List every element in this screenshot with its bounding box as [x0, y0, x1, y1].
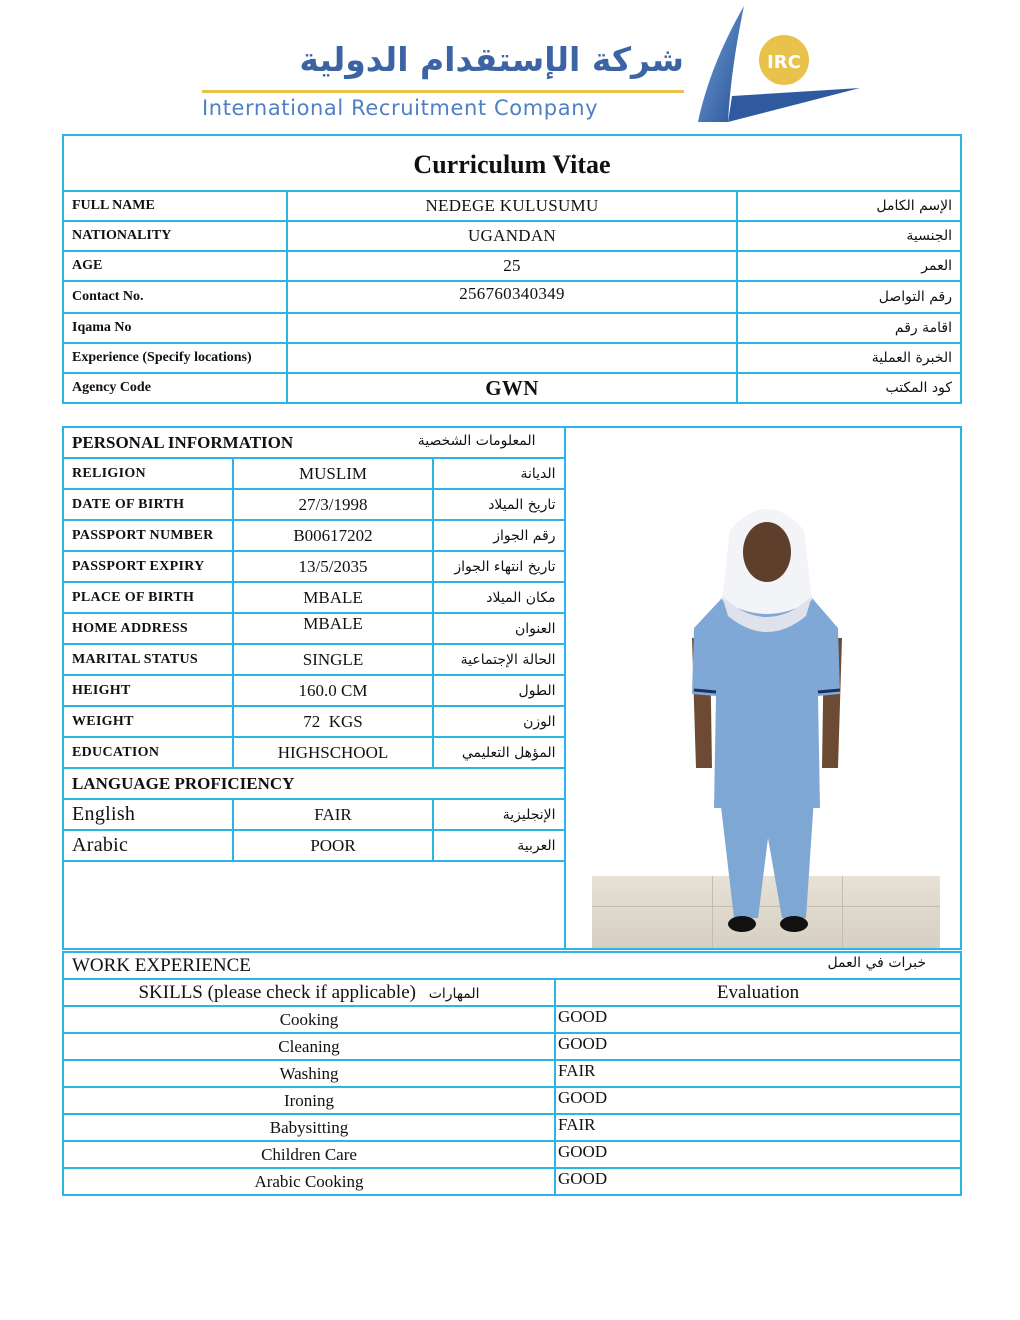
work-experience-header	[63, 952, 961, 979]
work-experience-title-arabic: خبرات في العمل	[827, 954, 926, 971]
personal-info-title: PERSONAL INFORMATION	[72, 432, 294, 452]
row-contact	[63, 281, 961, 313]
iqama-value	[287, 313, 737, 343]
table-row	[63, 1141, 961, 1168]
skill-name: Cleaning	[63, 1033, 555, 1060]
skill-name: Arabic Cooking	[63, 1168, 555, 1195]
passport-expiry-label: PASSPORT EXPIRY	[63, 551, 233, 582]
cv-summary-table	[62, 134, 962, 404]
skill-name: Babysitting	[63, 1114, 555, 1141]
weight-arabic: الوزن	[433, 706, 564, 737]
skill-name: Ironing	[63, 1087, 555, 1114]
home-address-arabic: العنوان	[433, 613, 564, 644]
nationality-label: NATIONALITY	[63, 221, 287, 251]
iqama-label: Iqama No	[63, 313, 287, 343]
experience-label: Experience (Specify locations)	[63, 343, 287, 373]
weight-value: 72 KGS	[233, 706, 433, 737]
skill-evaluation: GOOD	[555, 1168, 961, 1195]
place-of-birth-label: PLACE OF BIRTH	[63, 582, 233, 613]
company-logo	[196, 4, 866, 130]
place-of-birth-value: MBALE	[233, 582, 433, 613]
experience-value	[287, 343, 737, 373]
place-of-birth-arabic: مكان الميلاد	[433, 582, 564, 613]
dob-label: DATE OF BIRTH	[63, 489, 233, 520]
height-arabic: الطول	[433, 675, 564, 706]
company-name-english: International Recruitment Company	[202, 96, 599, 120]
marital-status-arabic: الحالة الإجتماعية	[433, 644, 564, 675]
contact-arabic: رقم التواصل	[737, 281, 961, 313]
full-name-value: NEDEGE KULUSUMU	[287, 191, 737, 221]
passport-number-value: B00617202	[233, 520, 433, 551]
passport-number-label: PASSPORT NUMBER	[63, 520, 233, 551]
education-value: HIGHSCHOOL	[233, 737, 433, 768]
skills-header	[63, 979, 555, 1006]
nationality-arabic: الجنسية	[737, 221, 961, 251]
language-arabic-label: Arabic	[63, 830, 233, 861]
candidate-photo	[592, 478, 940, 948]
work-experience-table	[62, 951, 962, 1196]
passport-number-arabic: رقم الجواز	[433, 520, 564, 551]
logo-badge: IRC	[767, 52, 801, 73]
page-title: Curriculum Vitae	[63, 135, 961, 191]
full-name-label: FULL NAME	[63, 191, 287, 221]
sail-logo-icon	[692, 4, 862, 128]
religion-value: MUSLIM	[233, 458, 433, 489]
empty-cell	[63, 861, 565, 949]
row-experience	[63, 343, 961, 373]
experience-arabic: الخبرة العملية	[737, 343, 961, 373]
nationality-value: UGANDAN	[287, 221, 737, 251]
row-agency-code	[63, 373, 961, 403]
skill-evaluation: GOOD	[555, 1033, 961, 1060]
home-address-value: MBALE	[233, 613, 433, 644]
personal-info-header	[63, 427, 565, 458]
language-english-label: English	[63, 799, 233, 830]
skills-header-arabic: المهارات	[428, 985, 480, 1002]
dob-arabic: تاريخ الميلاد	[433, 489, 564, 520]
marital-status-label: MARITAL STATUS	[63, 644, 233, 675]
home-address-label: HOME ADDRESS	[63, 613, 233, 644]
agency-code-arabic: كود المكتب	[737, 373, 961, 403]
agency-code-value: GWN	[287, 373, 737, 403]
language-arabic-arabic: العربية	[433, 830, 564, 861]
skill-name: Cooking	[63, 1006, 555, 1033]
weight-label: WEIGHT	[63, 706, 233, 737]
personal-info-title-arabic: المعلومات الشخصية	[417, 432, 536, 449]
table-row	[63, 1168, 961, 1195]
skill-evaluation: FAIR	[555, 1060, 961, 1087]
personal-info-table	[62, 426, 962, 950]
language-english-value: FAIR	[233, 799, 433, 830]
skill-evaluation: GOOD	[555, 1087, 961, 1114]
education-label: EDUCATION	[63, 737, 233, 768]
row-nationality	[63, 221, 961, 251]
language-english-arabic: الإنجليزية	[433, 799, 564, 830]
logo-gold-bar	[202, 90, 684, 93]
marital-status-value: SINGLE	[233, 644, 433, 675]
age-arabic: العمر	[737, 251, 961, 281]
skill-evaluation: FAIR	[555, 1114, 961, 1141]
skill-evaluation: GOOD	[555, 1006, 961, 1033]
person-figure-icon	[592, 478, 940, 948]
height-label: HEIGHT	[63, 675, 233, 706]
row-skills-header	[63, 979, 961, 1006]
education-arabic: المؤهل التعليمي	[433, 737, 564, 768]
work-experience-title: WORK EXPERIENCE	[72, 954, 251, 976]
table-row	[63, 1060, 961, 1087]
skill-evaluation: GOOD	[555, 1141, 961, 1168]
language-arabic-value: POOR	[233, 830, 433, 861]
dob-value: 27/3/1998	[233, 489, 433, 520]
company-name-arabic: شركة الإستقدام الدولية	[299, 40, 684, 79]
full-name-arabic: الإسم الكامل	[737, 191, 961, 221]
height-value: 160.0 CM	[233, 675, 433, 706]
photo-cell	[565, 427, 961, 949]
contact-label: Contact No.	[63, 281, 287, 313]
table-row	[63, 1087, 961, 1114]
age-value: 25	[287, 251, 737, 281]
table-row	[63, 1006, 961, 1033]
religion-arabic: الديانة	[433, 458, 564, 489]
passport-expiry-arabic: تاريخ انتهاء الجواز	[433, 551, 564, 582]
contact-value: 256760340349	[287, 281, 737, 313]
age-label: AGE	[63, 251, 287, 281]
evaluation-header: Evaluation	[555, 979, 961, 1006]
row-age	[63, 251, 961, 281]
row-full-name	[63, 191, 961, 221]
row-iqama	[63, 313, 961, 343]
language-proficiency-header: LANGUAGE PROFICIENCY	[63, 768, 565, 799]
skill-name: Washing	[63, 1060, 555, 1087]
passport-expiry-value: 13/5/2035	[233, 551, 433, 582]
skill-name: Children Care	[63, 1141, 555, 1168]
iqama-arabic: اقامة رقم	[737, 313, 961, 343]
skills-header-text: SKILLS (please check if applicable)	[138, 981, 416, 1003]
table-row	[63, 1033, 961, 1060]
religion-label: RELIGION	[63, 458, 233, 489]
agency-code-label: Agency Code	[63, 373, 287, 403]
table-row	[63, 1114, 961, 1141]
